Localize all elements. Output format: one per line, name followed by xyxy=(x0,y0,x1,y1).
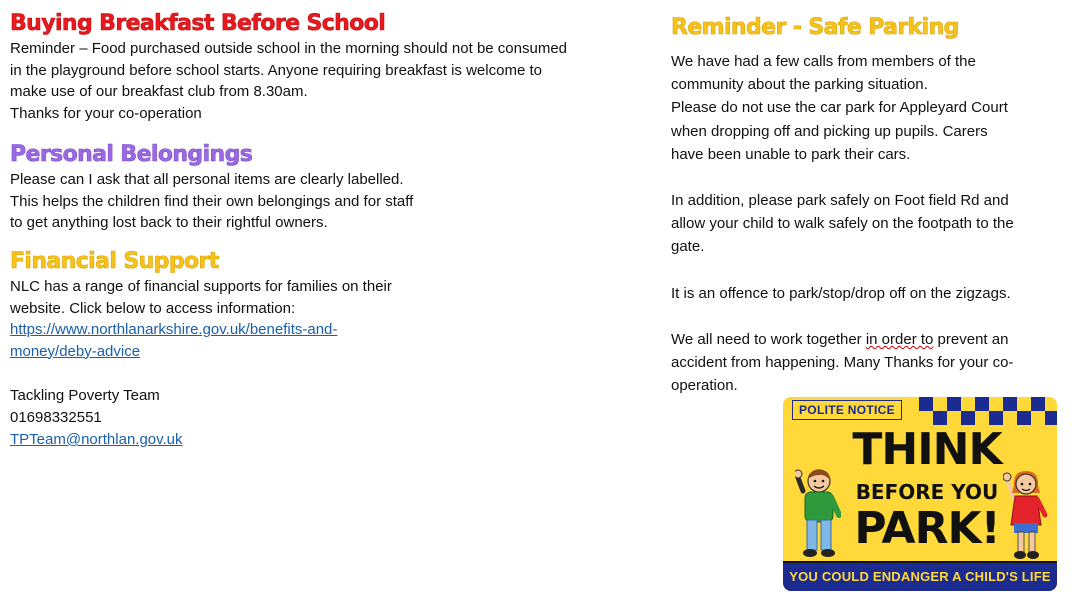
poster-background xyxy=(783,397,1057,591)
belongings-body: Please can I ask that all personal items are clearly labelled. This helps the children find their own belongings and for staff to get anything lost back to their rightful owners. xyxy=(10,171,414,232)
benefits-advice-link[interactable]: https://www.northlanarkshire.gov.uk/benefits-and- money/deby-advice xyxy=(10,321,338,360)
poverty-team-phone: 01698332551 xyxy=(10,409,102,426)
parking-p4-start: We all need to work together xyxy=(671,331,866,348)
poverty-team-email-link[interactable]: TPTeam@northlan.gov.uk xyxy=(10,431,183,448)
think-before-you-park-poster xyxy=(783,397,1057,591)
poverty-team-name: Tackling Poverty Team xyxy=(10,387,160,404)
parking-paragraph-2: In addition, please park safely on Foot field Rd and allow your child to walk safely on the footpath to the gate. xyxy=(671,192,1014,256)
parking-paragraph-4 xyxy=(671,328,1013,398)
breakfast-body: Reminder – Food purchased outside school in the morning should not be consumed in the playground before school starts. Anyone requiring breakfast is welcome to make use of our breakfast club from 8.30am. Thanks for your co-operation xyxy=(10,40,568,122)
polite-notice-label: POLITE NOTICE xyxy=(792,400,902,420)
financial-heading: Financial Support xyxy=(10,249,219,274)
spellcheck-underlined-text: in order to xyxy=(865,331,934,348)
poster-before-you-text: BEFORE YOU xyxy=(855,480,999,504)
parking-p4-end: prevent an accident from happening. Many Thanks for your co- operation. xyxy=(671,331,1014,395)
breakfast-heading: Buying Breakfast Before School xyxy=(10,11,386,36)
poster-park-text: PARK! xyxy=(854,503,1000,554)
poster-footer-text: YOU COULD ENDANGER A CHILD'S LIFE xyxy=(789,569,1051,584)
belongings-heading: Personal Belongings xyxy=(10,142,253,167)
parking-heading: Reminder - Safe Parking xyxy=(671,15,959,40)
parking-paragraph-1: We have had a few calls from members of the community about the parking situation. Please do not use the car park for Appleyard Court when dropping off and picking up pupils. Carers have been unable to park their cars. xyxy=(671,53,1008,163)
poster-think-text: THINK xyxy=(852,424,1002,475)
parking-paragraph-3: It is an offence to park/stop/drop off on the zigzags. xyxy=(671,285,1011,302)
financial-body: NLC has a range of financial supports for families on their website. Click below to access information: xyxy=(10,278,392,317)
